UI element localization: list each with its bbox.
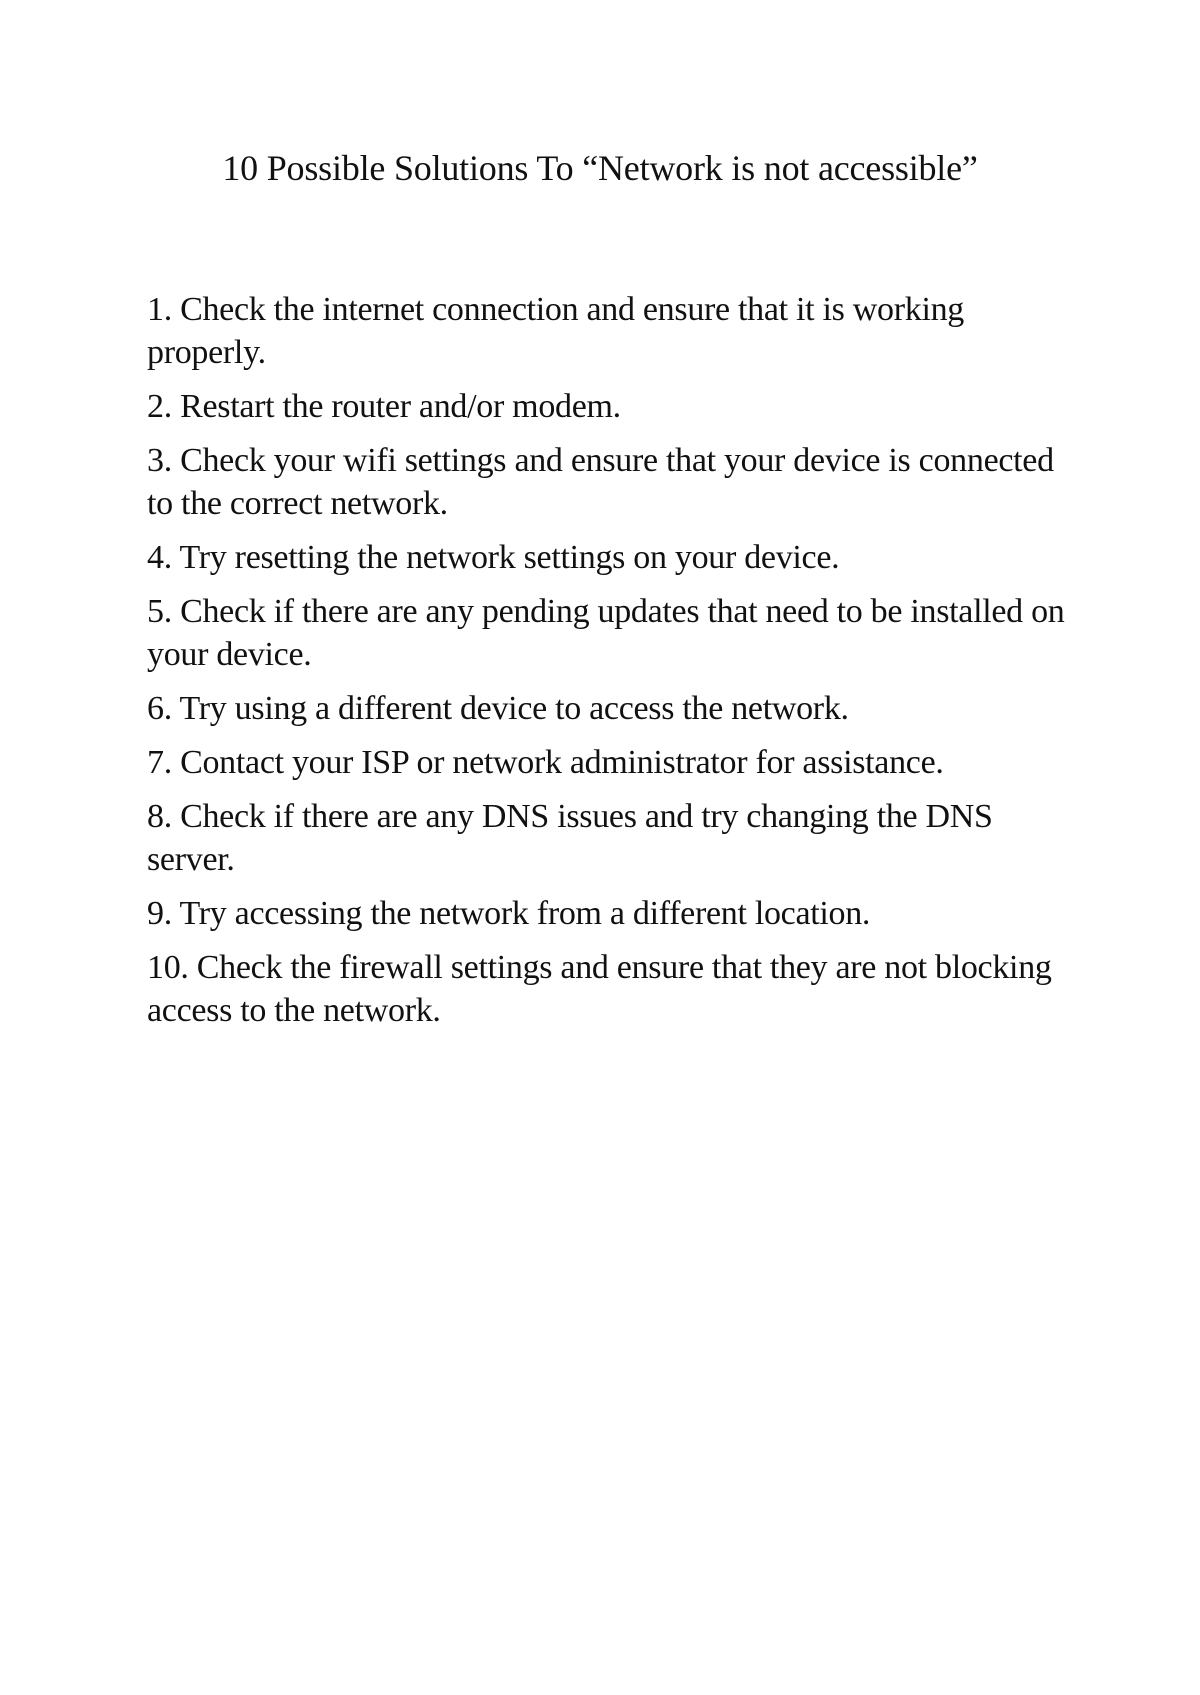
list-item: 7. Contact your ISP or network administrator for assistance. [147, 744, 944, 781]
document-title: 10 Possible Solutions To “Network is not accessible” [222, 148, 978, 188]
list-item: 10. Check the firewall settings and ensure that they are not blocking access to the network. [147, 949, 1052, 1029]
list-item: 2. Restart the router and/or modem. [147, 388, 621, 425]
list-item: 5. Check if there are any pending updates that need to be installed on your device. [147, 593, 1065, 673]
solutions-list [147, 288, 1067, 1043]
list-item: 6. Try using a different device to access the network. [147, 690, 849, 727]
list-item: 3. Check your wifi settings and ensure that your device is connected to the correct network. [147, 442, 1054, 522]
list-item: 4. Try resetting the network settings on your device. [147, 539, 840, 576]
list-item: 9. Try accessing the network from a different location. [147, 895, 871, 932]
list-item: 1. Check the internet connection and ensure that it is working properly. [147, 291, 965, 371]
list-item: 8. Check if there are any DNS issues and try changing the DNS server. [147, 798, 993, 878]
